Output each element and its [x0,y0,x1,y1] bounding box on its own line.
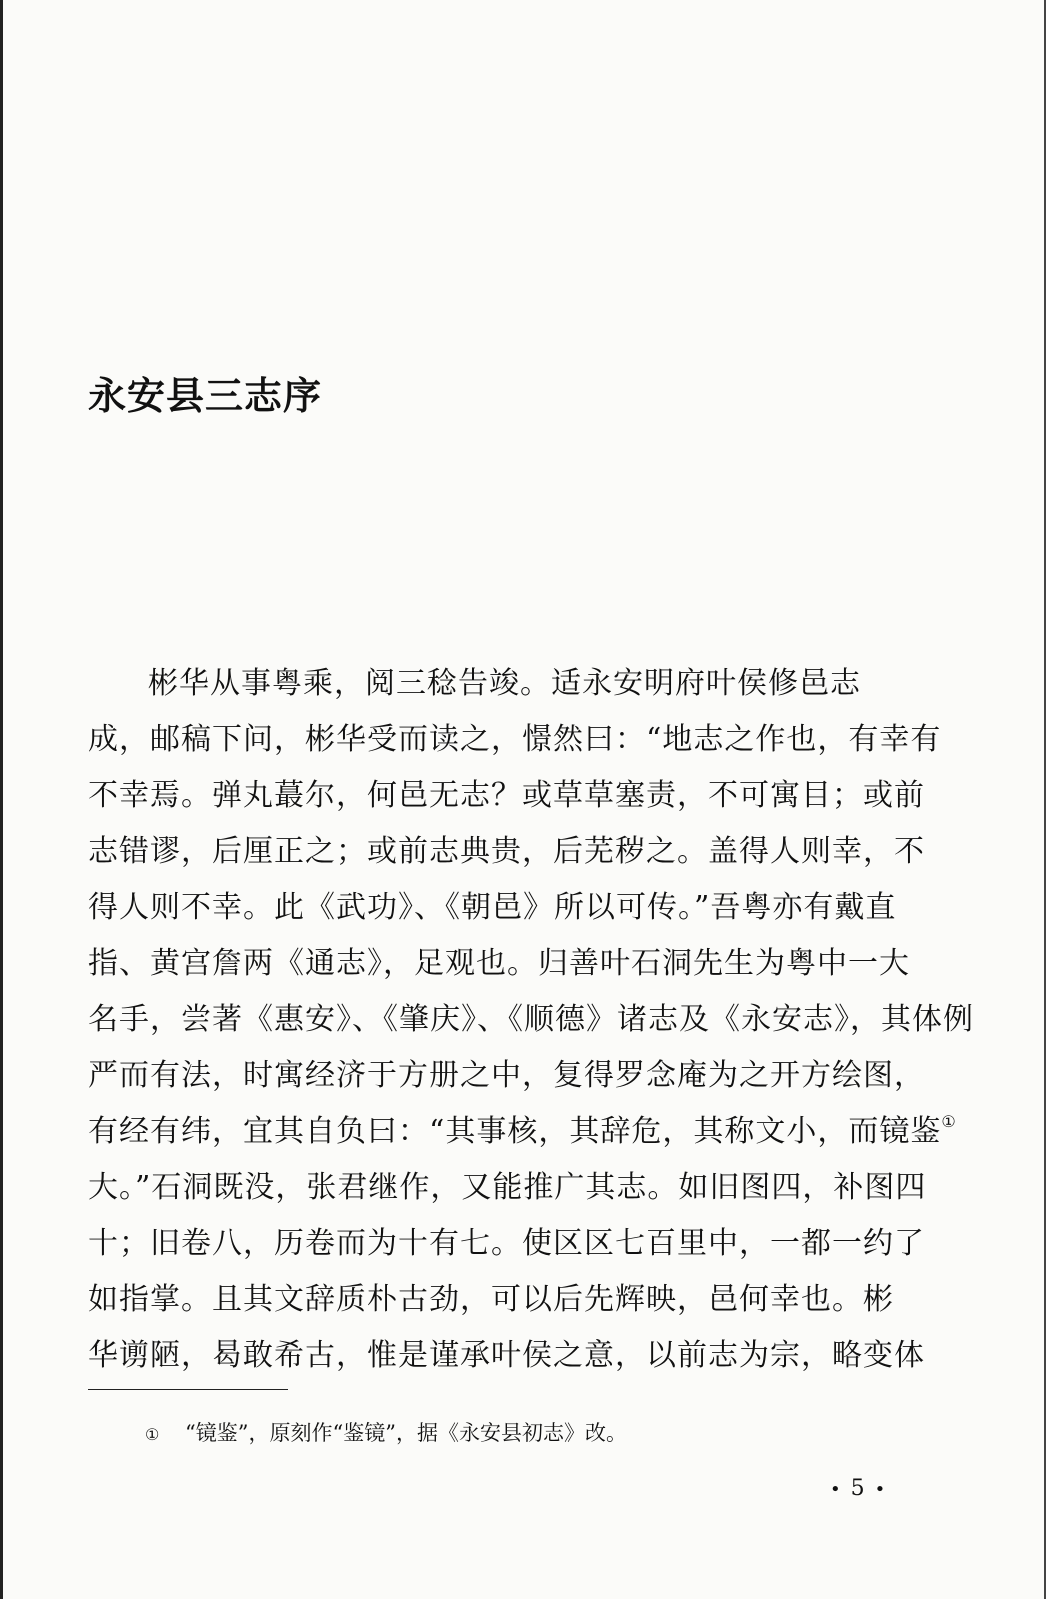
footnote-mark: ① [145,1425,160,1444]
text-line: 成，邮稿下问，彬华受而读之，憬然曰：“地志之作也，有幸有 [88,722,942,757]
body-paragraph [88,656,974,1384]
footnote-text: “镜鉴”，原刻作“鉴镜”，据《永安县初志》改。 [185,1421,627,1445]
footnote-reference[interactable]: ① [941,1112,957,1131]
text-line: 华谫陋，曷敢希古，惟是谨承叶侯之意，以前志为宗，略变体 [88,1338,925,1373]
text-line: 大。”石洞既没，张君继作，又能推广其志。如旧图四，补图四 [88,1170,927,1205]
text-line: 得人则不幸。此《武功》、《朝邑》所以可传。”吾粤亦有戴直 [88,890,897,925]
text-line: 名手，尝著《惠安》、《肇庆》、《顺德》诸志及《永安志》，其体例 [88,1002,974,1037]
page-number [820,1474,895,1505]
text-line: 有经有纬，宜其自负曰：“其事核，其辞危，其称文小，而镜鉴 [88,1114,942,1149]
text-line: 不幸焉。弹丸蕞尔，何邑无志？或草草塞责，不可寓目；或前 [88,778,925,813]
page-number-left-dot: • [830,1479,841,1500]
footnote-divider [88,1389,288,1390]
text-line: 指、黄宫詹两《通志》，足观也。归善叶石洞先生为粤中一大 [88,946,910,981]
text-line: 十；旧卷八，历卷而为十有七。使区区七百里中，一都一约了 [88,1226,925,1261]
text-line: 彬华从事粤乘，阅三稔告竣。适永安明府叶侯修邑志 [148,666,861,701]
text-line: 如指掌。且其文辞质朴古劲，可以后先辉映，邑何幸也。彬 [88,1282,894,1317]
text-line: 严而有法，时寓经济于方册之中，复得罗念庵为之开方绘图， [88,1058,925,1093]
text-line: 志错谬，后厘正之；或前志典贵，后芜秽之。盖得人则幸，不 [88,834,925,869]
footnote [145,1418,627,1450]
page-number-value: 5 [850,1476,865,1501]
scan-left-edge [0,0,3,1599]
section-title: 永安县三志序 [88,374,323,418]
text-line-with-note [88,1104,957,1160]
page-number-right-dot: • [874,1479,886,1500]
